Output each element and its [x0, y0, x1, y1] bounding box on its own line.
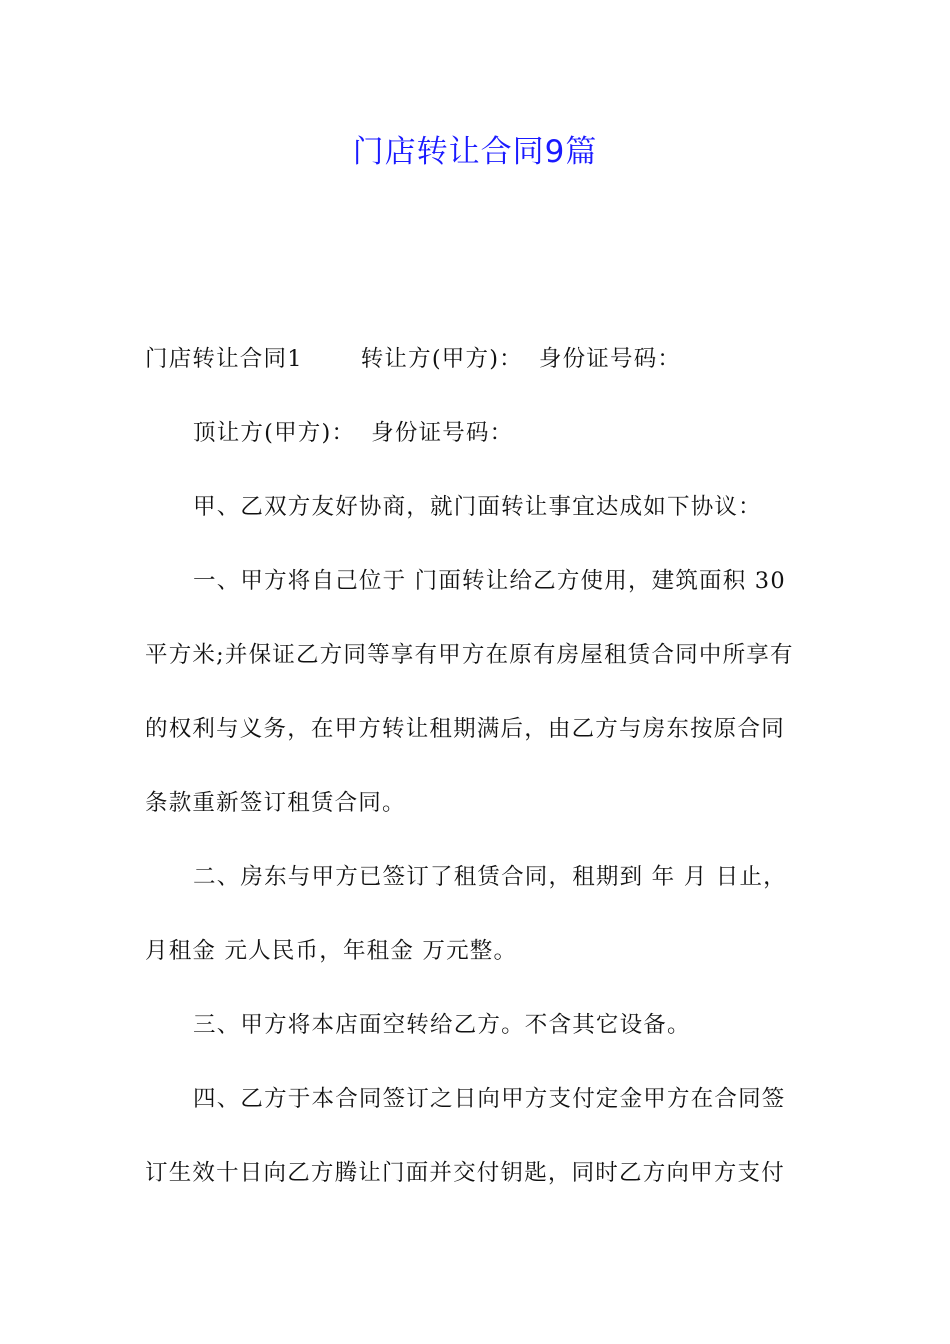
- id-number-label: 身份证号码：: [371, 420, 514, 446]
- document-title: 门店转让合同9篇: [352, 134, 598, 170]
- clause-1-line-4: 条款重新签订租赁合同。: [145, 790, 406, 816]
- clause-4-line-2: 订生效十日向乙方腾让门面并交付钥匙，同时乙方向甲方支付: [145, 1160, 785, 1186]
- section-heading: 门店转让合同1: [145, 346, 303, 372]
- clause-4-line-1: 四、乙方于本合同签订之日向甲方支付定金甲方在合同签: [193, 1086, 786, 1112]
- transferee-label: 顶让方(甲方)：: [193, 420, 356, 446]
- clause-3-line-1: 三、甲方将本店面空转给乙方。不含其它设备。: [193, 1012, 691, 1038]
- clause-2-line-1: 二、房东与甲方已签订了租赁合同，租期到 年 月 日止，: [193, 864, 787, 890]
- clause-1-line-3: 的权利与义务，在甲方转让租期满后，由乙方与房东按原合同: [145, 716, 785, 742]
- transferor-label: 转让方(甲方)：: [360, 346, 523, 372]
- clause-1-line-2: 平方米;并保证乙方同等享有甲方在原有房屋租赁合同中所享有: [145, 642, 794, 668]
- contract-header-line: [145, 344, 681, 374]
- id-number-label: 身份证号码：: [538, 346, 682, 372]
- clause-2-line-2: 月租金 元人民币，年租金 万元整。: [145, 938, 518, 964]
- transferee-line: [193, 418, 513, 448]
- clause-1-line-1: 一、甲方将自己位于 门面转让给乙方使用，建筑面积 30: [193, 568, 786, 594]
- paragraph-intro: 甲、乙双方友好协商，就门面转让事宜达成如下协议：: [193, 494, 762, 520]
